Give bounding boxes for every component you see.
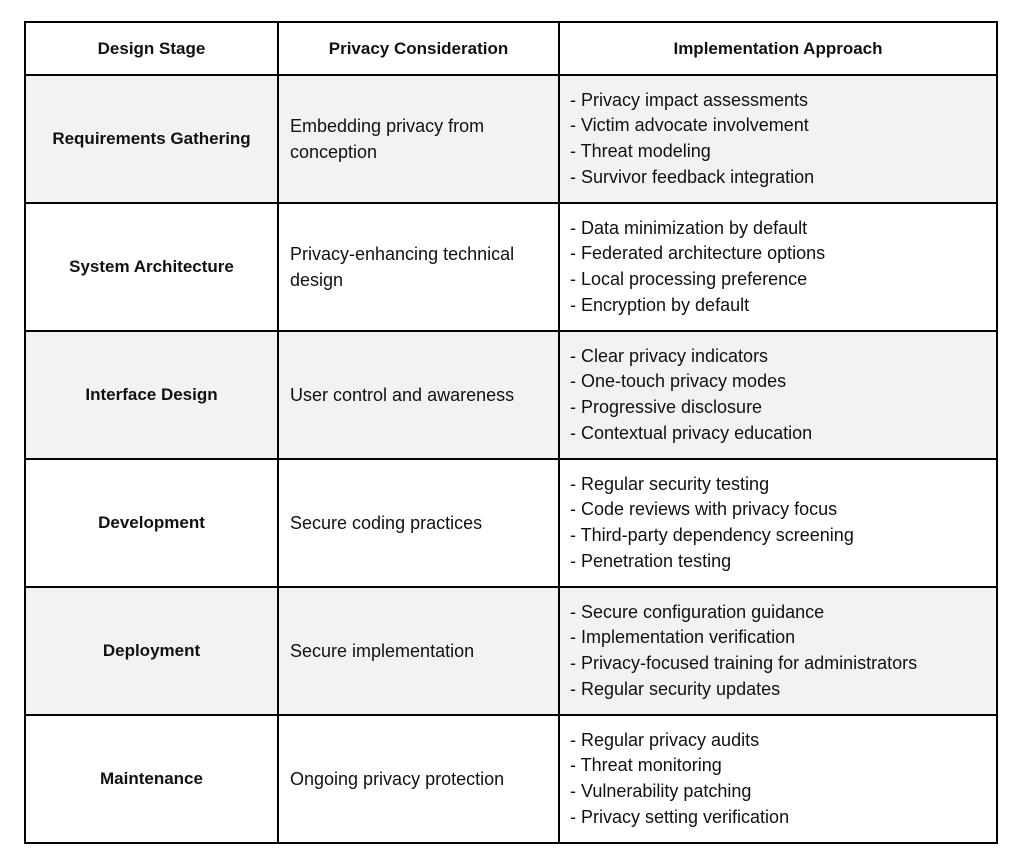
approach-item: - Victim advocate involvement	[570, 115, 809, 136]
consideration-cell: Ongoing privacy protection	[278, 715, 559, 843]
header-privacy-consideration: Privacy Consideration	[278, 22, 559, 75]
stage-cell: Development	[25, 459, 278, 587]
approach-item: - Threat monitoring	[570, 755, 722, 776]
approach-item: - Regular security testing	[570, 473, 770, 494]
approach-list	[570, 472, 996, 574]
approach-item: - Implementation verification	[570, 627, 796, 648]
stage-cell: System Architecture	[25, 203, 278, 331]
approach-item: - Penetration testing	[570, 550, 732, 571]
consideration-cell: Embedding privacy from conception	[278, 75, 559, 203]
approach-item: - Local processing preference	[570, 269, 808, 289]
approach-list	[570, 344, 996, 446]
privacy-design-table-wrapper	[24, 21, 998, 844]
approach-list	[570, 728, 996, 830]
table-row	[25, 587, 997, 715]
approach-cell	[559, 459, 997, 587]
approach-item: - Code reviews with privacy focus	[570, 499, 838, 520]
approach-list	[570, 88, 996, 190]
consideration-cell: Privacy-enhancing technical design	[278, 203, 559, 331]
stage-cell: Maintenance	[25, 715, 278, 843]
table-row	[25, 459, 997, 587]
consideration-cell: Secure implementation	[278, 587, 559, 715]
header-design-stage: Design Stage	[25, 22, 278, 75]
approach-item: - Clear privacy indicators	[570, 345, 769, 366]
approach-item: - Encryption by default	[570, 294, 750, 315]
approach-item: - Privacy-focused training for administrators	[570, 653, 918, 673]
table-row	[25, 715, 997, 843]
approach-item: - Contextual privacy education	[570, 422, 813, 443]
approach-item: - Secure configuration guidance	[570, 601, 825, 622]
approach-cell	[559, 75, 997, 203]
approach-item: - Third-party dependency screening	[570, 525, 854, 545]
approach-list	[570, 216, 996, 318]
consideration-cell: User control and awareness	[278, 331, 559, 459]
table-header-row	[25, 22, 997, 75]
approach-cell	[559, 203, 997, 331]
approach-cell	[559, 587, 997, 715]
stage-cell: Deployment	[25, 587, 278, 715]
approach-item: - Vulnerability patching	[570, 781, 752, 801]
approach-item: - Privacy impact assessments	[570, 89, 809, 110]
approach-item: - Data minimization by default	[570, 217, 808, 238]
stage-cell: Requirements Gathering	[25, 75, 278, 203]
approach-item: - Threat modeling	[570, 141, 711, 161]
approach-item: - Survivor feedback integration	[570, 166, 815, 187]
table-row	[25, 75, 997, 203]
table-row	[25, 331, 997, 459]
approach-item: - Federated architecture options	[570, 243, 826, 264]
stage-cell: Interface Design	[25, 331, 278, 459]
approach-item: - Privacy setting verification	[570, 806, 790, 827]
approach-cell	[559, 715, 997, 843]
consideration-cell: Secure coding practices	[278, 459, 559, 587]
approach-list	[570, 600, 996, 702]
header-implementation-approach: Implementation Approach	[559, 22, 997, 75]
table-row	[25, 203, 997, 331]
approach-item: - Progressive disclosure	[570, 397, 763, 417]
approach-cell	[559, 331, 997, 459]
approach-item: - Regular security updates	[570, 678, 781, 699]
approach-item: - Regular privacy audits	[570, 729, 760, 750]
approach-item: - One-touch privacy modes	[570, 371, 787, 392]
privacy-design-table	[24, 21, 998, 844]
